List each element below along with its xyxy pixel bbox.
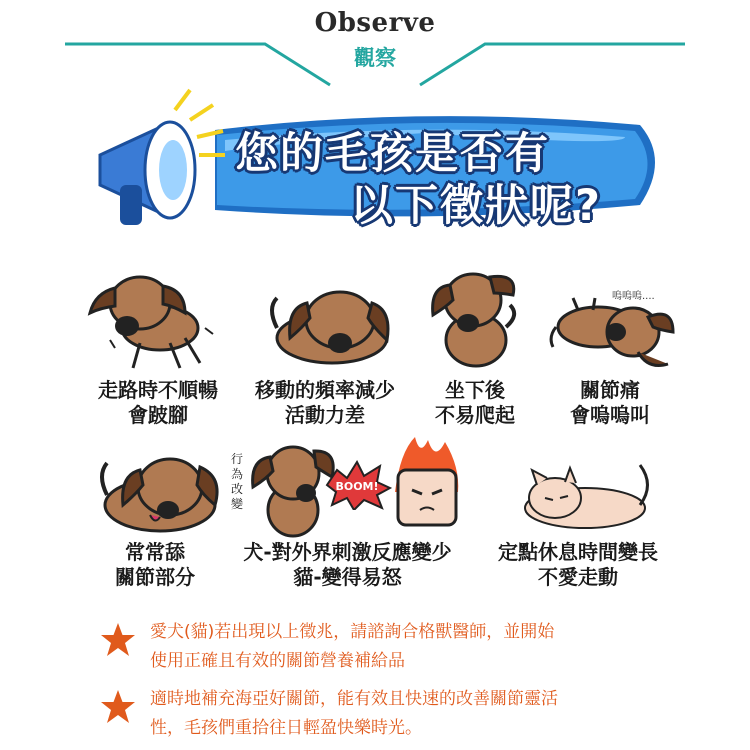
symptom-caption-5: 常常舔 關節部分 bbox=[115, 540, 195, 589]
dog-lying-illustration bbox=[262, 288, 402, 368]
banner-line-2: 以下徵狀呢? bbox=[350, 181, 602, 231]
note-1: 愛犬(貓)若出現以上徵兆，請諮詢合格獸醫師，並開始 使用正確且有效的關節營養補給品 bbox=[100, 618, 660, 678]
note-2: 適時地補充海亞好關節，能有效且快速的改善關節靈活 性，毛孩們重拾往日輕盈快樂時光。 bbox=[100, 685, 660, 745]
dog-licking-illustration bbox=[95, 455, 225, 535]
header-subtitle: 觀察 bbox=[354, 46, 396, 70]
star-icon bbox=[100, 689, 136, 725]
star-icon bbox=[100, 622, 136, 658]
dog-sitting-illustration bbox=[428, 265, 523, 370]
dog-limping-illustration bbox=[85, 268, 225, 373]
header-title: Observe bbox=[314, 8, 436, 38]
symptom-caption-3: 坐下後 不易爬起 bbox=[435, 378, 515, 427]
megaphone-icon bbox=[100, 90, 225, 225]
svg-text:BOOM!: BOOM! bbox=[335, 480, 379, 493]
boom-burst-icon bbox=[322, 460, 392, 510]
symptom-caption-6: 犬-對外界刺激反應變少 貓-變得易怒 bbox=[243, 540, 452, 589]
dog-lying-back-illustration bbox=[548, 292, 678, 372]
cat-angry-illustration bbox=[390, 432, 465, 532]
cat-resting-illustration bbox=[515, 460, 665, 535]
banner-line-1: 您的毛孩是否有 bbox=[235, 129, 550, 179]
sound-effect-text: 嗚嗚嗚.... bbox=[612, 291, 655, 302]
symptom-caption-1: 走路時不順暢 會跛腳 bbox=[98, 378, 218, 427]
behavior-change-note: 行為改變 bbox=[230, 452, 243, 511]
symptom-caption-2: 移動的頻率減少 活動力差 bbox=[255, 378, 395, 427]
symptom-caption-4: 關節痛 會嗚嗚叫 bbox=[570, 378, 650, 427]
symptom-caption-7: 定點休息時間變長 不愛走動 bbox=[498, 540, 658, 589]
